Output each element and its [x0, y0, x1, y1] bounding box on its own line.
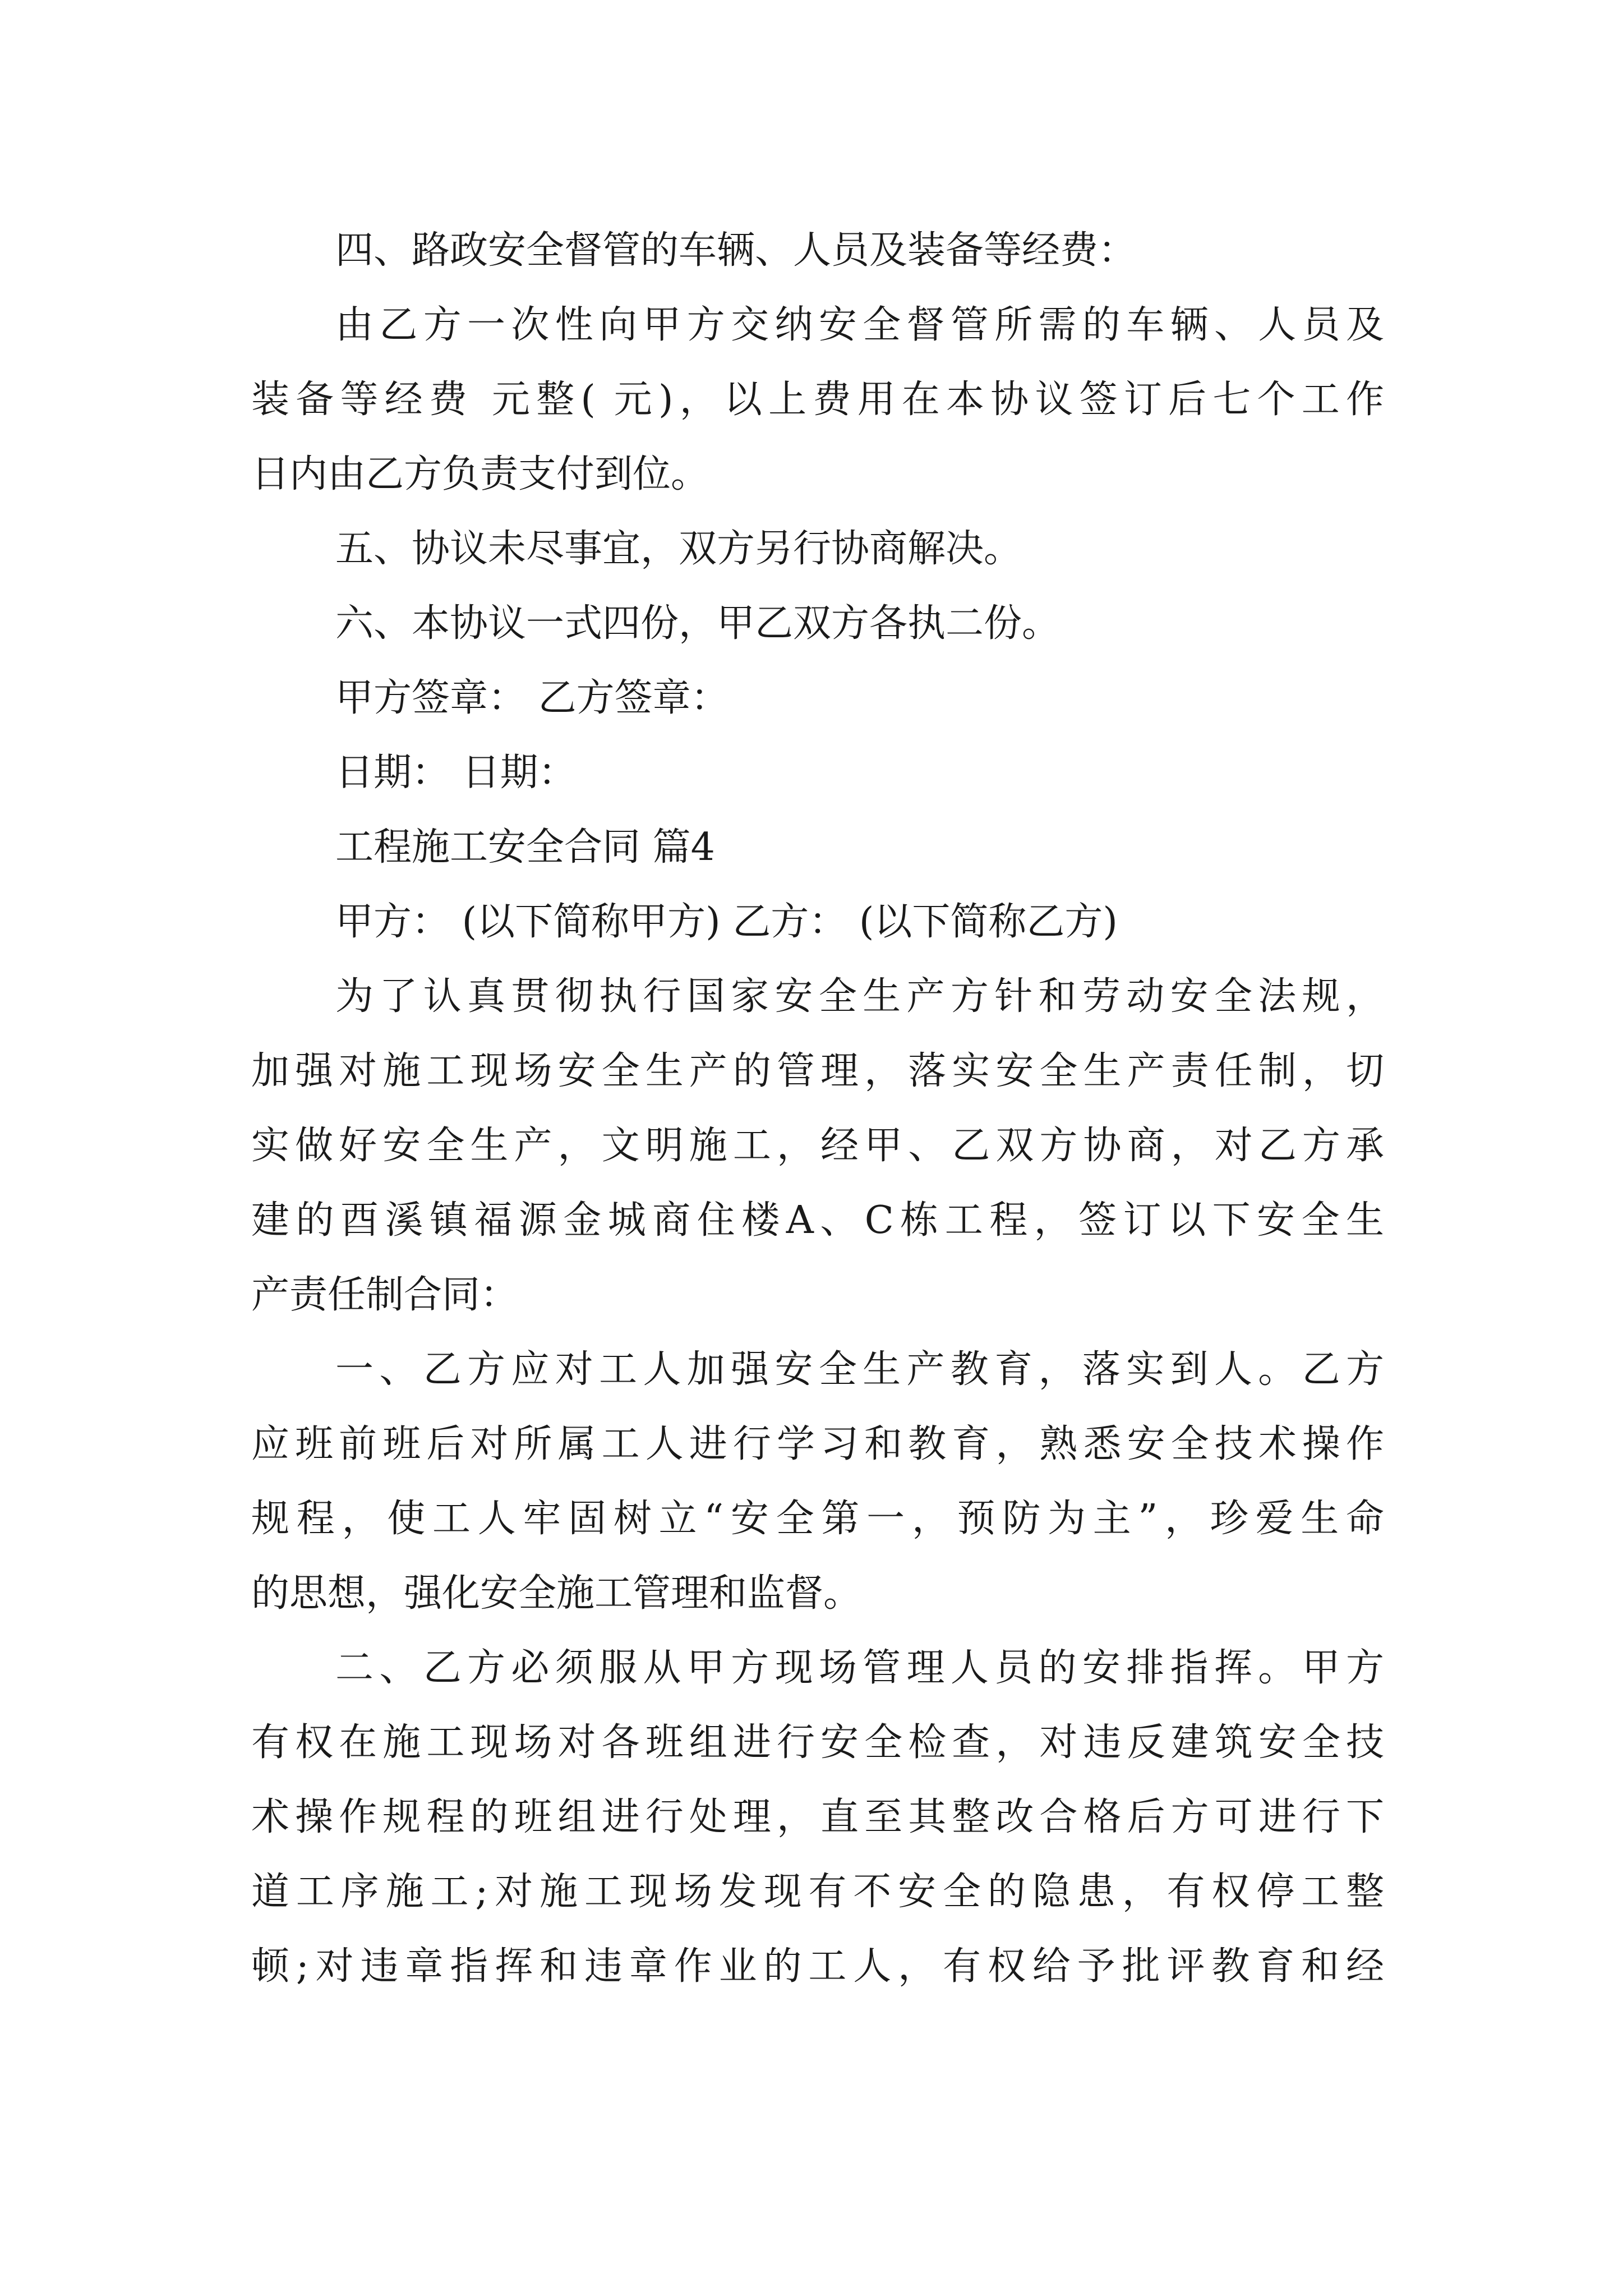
paragraph-line: 由乙方一次性向甲方交纳安全督管所需的车辆、人员及 [335, 303, 1384, 347]
clause-1-line: 的思想，强化安全施工管理和监督。 [251, 1571, 862, 1616]
section-6-heading: 六、本协议一式四份，甲乙双方各执二份。 [335, 601, 1061, 646]
clause-2-line: 道工序施工;对施工现场发现有不安全的隐患，有权停工整 [251, 1870, 1384, 1914]
paragraph-line: 建的酉溪镇福源金城商住楼A、C栋工程，签订以下安全生 [251, 1198, 1384, 1243]
clause-1-line: 一、乙方应对工人加强安全生产教育，落实到人。乙方 [335, 1347, 1384, 1392]
clause-2-line: 二、乙方必须服从甲方现场管理人员的安排指挥。甲方 [335, 1646, 1384, 1690]
signature-line: 甲方签章： 乙方签章： [335, 676, 729, 720]
clause-1-line: 应班前班后对所属工人进行学习和教育，熟悉安全技术操作 [251, 1422, 1384, 1466]
clause-2-line: 有权在施工现场对各班组进行安全检查，对违反建筑安全技 [251, 1720, 1384, 1765]
clause-2-line: 顿;对违章指挥和违章作业的工人，有权给予批评教育和经 [251, 1944, 1384, 1989]
paragraph-line: 为了认真贯彻执行国家安全生产方针和劳动安全法规， [335, 974, 1384, 1019]
parties-line: 甲方： (以下简称甲方) 乙方： (以下简称乙方) [335, 900, 1118, 944]
clause-1-line: 规程，使工人牢固树立“安全第一，预防为主”，珍爱生命 [251, 1497, 1384, 1541]
date-line: 日期： 日期： [335, 751, 577, 795]
paragraph-line: 日内由乙方负责支付到位。 [251, 452, 709, 496]
paragraph-line: 加强对施工现场安全生产的管理，落实安全生产责任制，切 [251, 1049, 1384, 1093]
paragraph-line: 装备等经费 元整( 元)，以上费用在本协议签订后七个工作 [251, 378, 1384, 422]
paragraph-line: 实做好安全生产，文明施工，经甲、乙双方协商，对乙方承 [251, 1124, 1384, 1168]
section-4-heading: 四、路政安全督管的车辆、人员及装备等经费： [335, 228, 1137, 273]
contract-title: 工程施工安全合同 篇4 [335, 825, 715, 869]
paragraph-line: 产责任制合同： [251, 1273, 519, 1317]
document-page [251, 213, 1384, 2004]
clause-2-line: 术操作规程的班组进行处理，直至其整改合格后方可进行下 [251, 1795, 1384, 1839]
section-5-heading: 五、协议未尽事宜，双方另行协商解决。 [335, 527, 1022, 571]
